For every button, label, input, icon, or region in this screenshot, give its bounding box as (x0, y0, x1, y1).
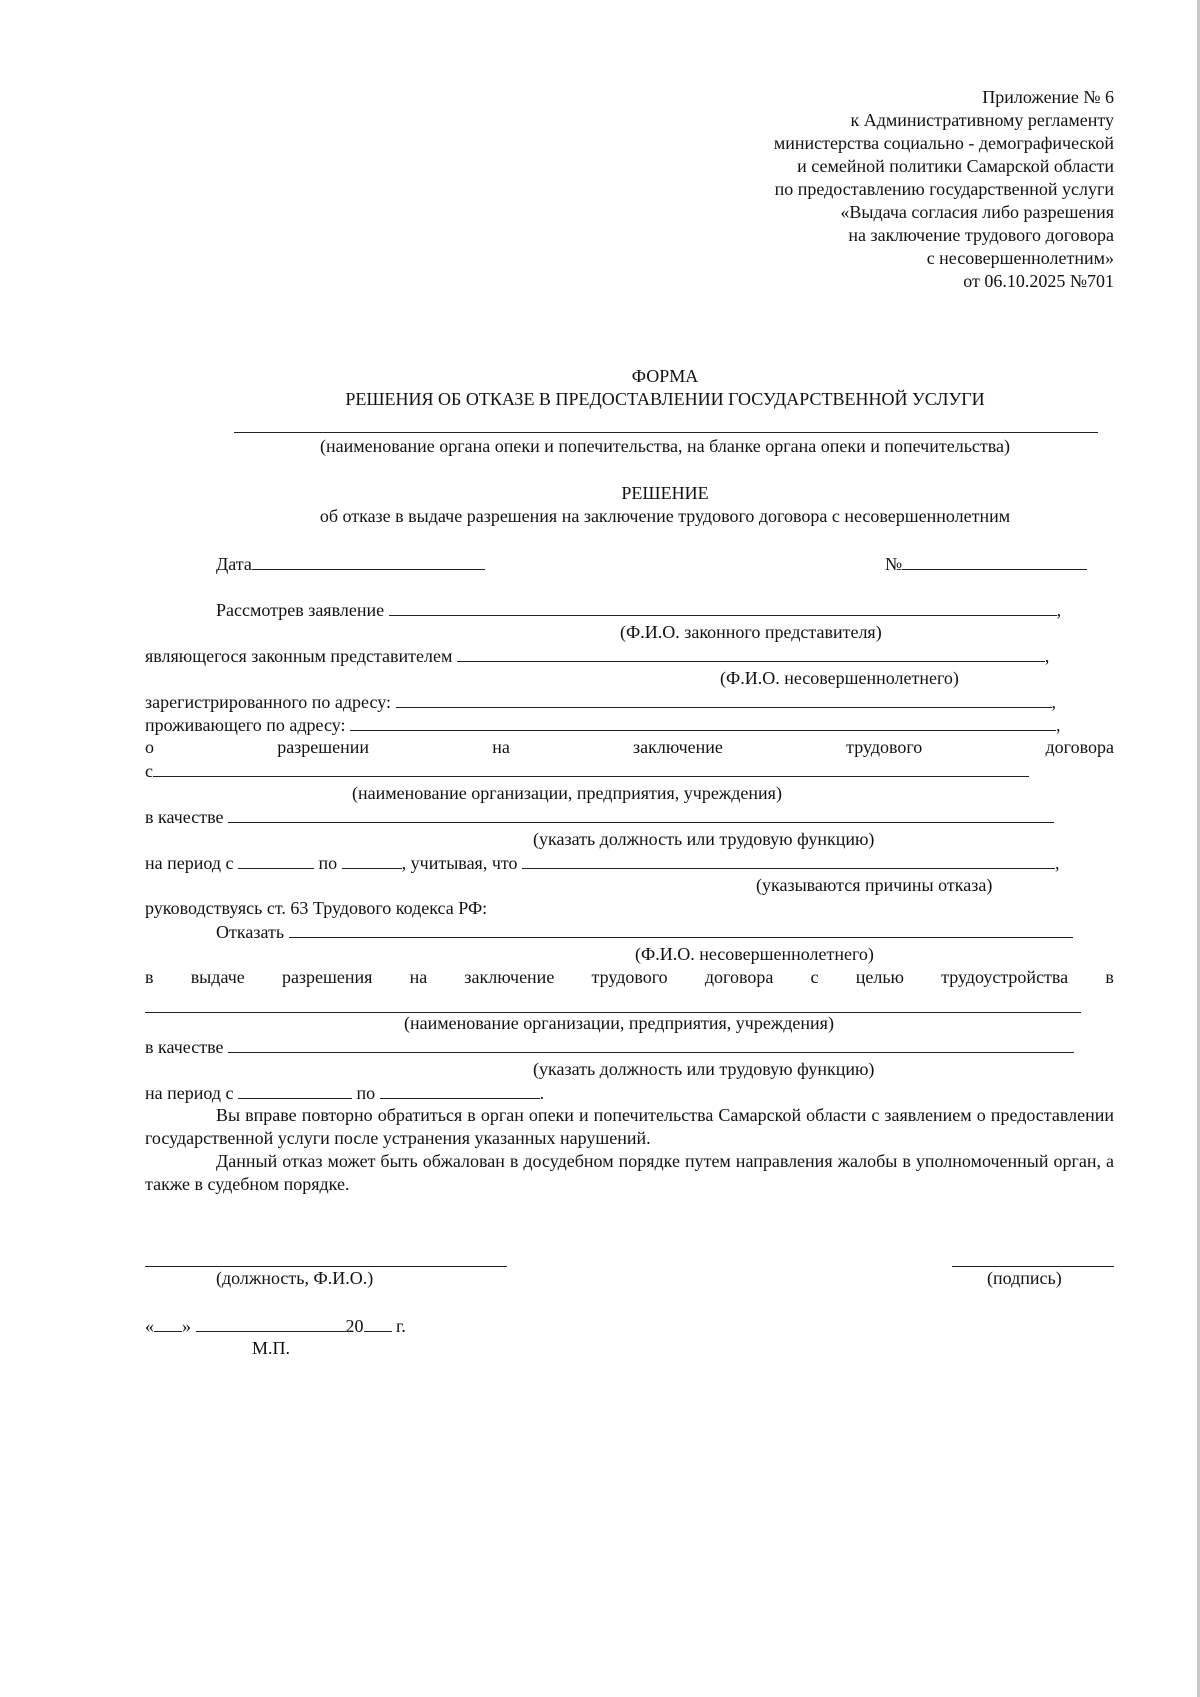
minor-name-field[interactable] (457, 644, 1045, 662)
period-from-label: на период с (145, 853, 234, 873)
refusal-word: выдаче (190, 967, 245, 987)
refusal-word: с (810, 967, 819, 987)
form-title: ФОРМА (631, 366, 699, 386)
period-from-field[interactable] (238, 851, 314, 869)
number-field[interactable] (902, 552, 1087, 570)
hint-legal-rep: (Ф.И.О. законного представителя) (620, 622, 882, 642)
number-label: № (885, 554, 903, 574)
legal-rep-field[interactable] (389, 598, 1057, 616)
year-suffix: г. (396, 1316, 406, 1336)
considered-row: Рассмотрев заявление , (216, 600, 1062, 620)
position-field[interactable] (228, 805, 1054, 823)
appendix-line: на заключение трудового договора (848, 225, 1114, 245)
registered-label: зарегистрированного по адресу: (145, 692, 391, 712)
hint-position-2: (указать должность или трудовую функцию) (533, 1059, 875, 1079)
decision-subtitle: об отказе в выдаче разрешения на заключение трудового договора с несовершеннолетним (319, 506, 1011, 526)
refusal-word: в (1105, 967, 1114, 987)
reasons-field[interactable] (522, 851, 1055, 869)
permission-word: трудового (846, 737, 923, 757)
date-row (216, 552, 485, 576)
period-from-field-2[interactable] (238, 1081, 352, 1099)
living-row: проживающего по адресу: , (145, 715, 1061, 735)
refusal-word: трудового (591, 967, 668, 987)
appendix-line: к Административному регламенту (850, 110, 1114, 130)
appendix-line: Приложение № 6 (982, 87, 1114, 107)
sign-date-row (145, 1314, 406, 1338)
year-prefix: 20 (345, 1316, 364, 1336)
being-rep-label: являющегося законным представителем (145, 646, 453, 666)
period-to-label-2: по (356, 1083, 376, 1103)
period-end: . (539, 1083, 545, 1103)
refuse-label: Отказать (216, 922, 285, 942)
stamp-label: М.П. (252, 1338, 291, 1358)
month-field[interactable] (196, 1314, 346, 1332)
living-label: проживающего по адресу: (145, 715, 346, 735)
appendix-line: с несовершеннолетним» (926, 248, 1114, 268)
as-row-2 (145, 1035, 1074, 1059)
as-label-2: в качестве (145, 1037, 224, 1057)
permission-word: заключение (633, 737, 723, 757)
position-field-2[interactable] (228, 1035, 1074, 1053)
organization-field[interactable] (153, 759, 1029, 777)
paragraph-reapply: Вы вправе повторно обратиться в орган опеки и попечительства Самарской области с заявлением о предоставлении государственной услуги после устранения указанных нарушений. (145, 1105, 1114, 1148)
decision-title: РЕШЕНИЕ (621, 483, 709, 503)
guided-text: руководствуясь ст. 63 Трудового кодекса РФ: (145, 898, 488, 918)
being-rep-row: являющегося законным представителем , (145, 646, 1050, 666)
considering-label: , учитывая, что (401, 853, 518, 873)
permission-line (145, 736, 1114, 759)
appendix-line: по предоставлению государственной услуги (774, 179, 1114, 199)
period-row-2 (145, 1081, 544, 1105)
refusal-word: трудоустройства (941, 967, 1069, 987)
registered-row: зарегистрированного по адресу: , (145, 692, 1056, 712)
signature-hint: (подпись) (987, 1268, 1062, 1288)
refusal-word: договора (704, 967, 774, 987)
appendix-line: министерства социально - демографической (773, 133, 1114, 153)
number-row (885, 552, 1087, 576)
date-label: Дата (216, 554, 252, 574)
period-to-field-2[interactable] (380, 1081, 540, 1099)
refusal-word: разрешения (281, 967, 373, 987)
hint-org: (наименование организации, предприятия, учреждения) (352, 783, 782, 803)
as-label: в качестве (145, 807, 224, 827)
considered-label: Рассмотрев заявление (216, 600, 385, 620)
hint-reasons: (указываются причины отказа) (756, 875, 993, 895)
date-field[interactable] (252, 552, 485, 570)
refuse-row (216, 920, 1073, 944)
period-row: на период с по , учитывая, что , (145, 853, 1060, 873)
date-close-quote: » (182, 1316, 191, 1336)
organ-name-line (234, 432, 1098, 433)
period-to-field[interactable] (342, 851, 402, 869)
refusal-word: на (409, 967, 428, 987)
as-row (145, 805, 1054, 829)
period-to-label: по (318, 853, 338, 873)
permission-word: разрешении (277, 737, 370, 757)
appendix-line: и семейной политики Самарской области (797, 156, 1114, 176)
permission-word: договора (1045, 737, 1114, 757)
organ-hint: (наименование органа опеки и попечительства, на бланке органа опеки и попечительства) (319, 436, 1011, 456)
day-field[interactable] (154, 1314, 182, 1332)
form-subtitle: РЕШЕНИЯ ОБ ОТКАЗЕ В ПРЕДОСТАВЛЕНИИ ГОСУДАРСТВЕННОЙ УСЛУГИ (345, 389, 985, 409)
refusal-line (145, 966, 1114, 989)
refuse-minor-field[interactable] (289, 920, 1073, 938)
with-label: с (145, 761, 153, 781)
refusal-word: целью (855, 967, 904, 987)
period-from-label-2: на период с (145, 1083, 234, 1103)
appendix-line: «Выдача согласия либо разрешения (840, 202, 1114, 222)
living-address-field[interactable] (350, 713, 1056, 731)
appendix-line: от 06.10.2025 №701 (963, 271, 1114, 291)
permission-word: на (492, 737, 510, 757)
registered-address-field[interactable] (396, 690, 1052, 708)
paragraph-appeal: Данный отказ может быть обжалован в досудебном порядке путем направления жалобы в уполномоченный орган, а также в судебном порядке. (145, 1151, 1114, 1194)
with-org-row (145, 759, 1029, 783)
hint-position: (указать должность или трудовую функцию) (533, 829, 875, 849)
hint-minor-2: (Ф.И.О. несовершеннолетнего) (635, 944, 874, 964)
position-hint: (должность, Ф.И.О.) (216, 1268, 374, 1288)
permission-word: о (145, 737, 154, 757)
refusal-word: заключение (464, 967, 555, 987)
year-field[interactable] (364, 1314, 392, 1332)
date-open-quote: « (145, 1316, 154, 1336)
hint-minor: (Ф.И.О. несовершеннолетнего) (720, 668, 959, 688)
refusal-word: в (145, 967, 154, 987)
hint-org-2: (наименование организации, предприятия, учреждения) (404, 1013, 834, 1033)
